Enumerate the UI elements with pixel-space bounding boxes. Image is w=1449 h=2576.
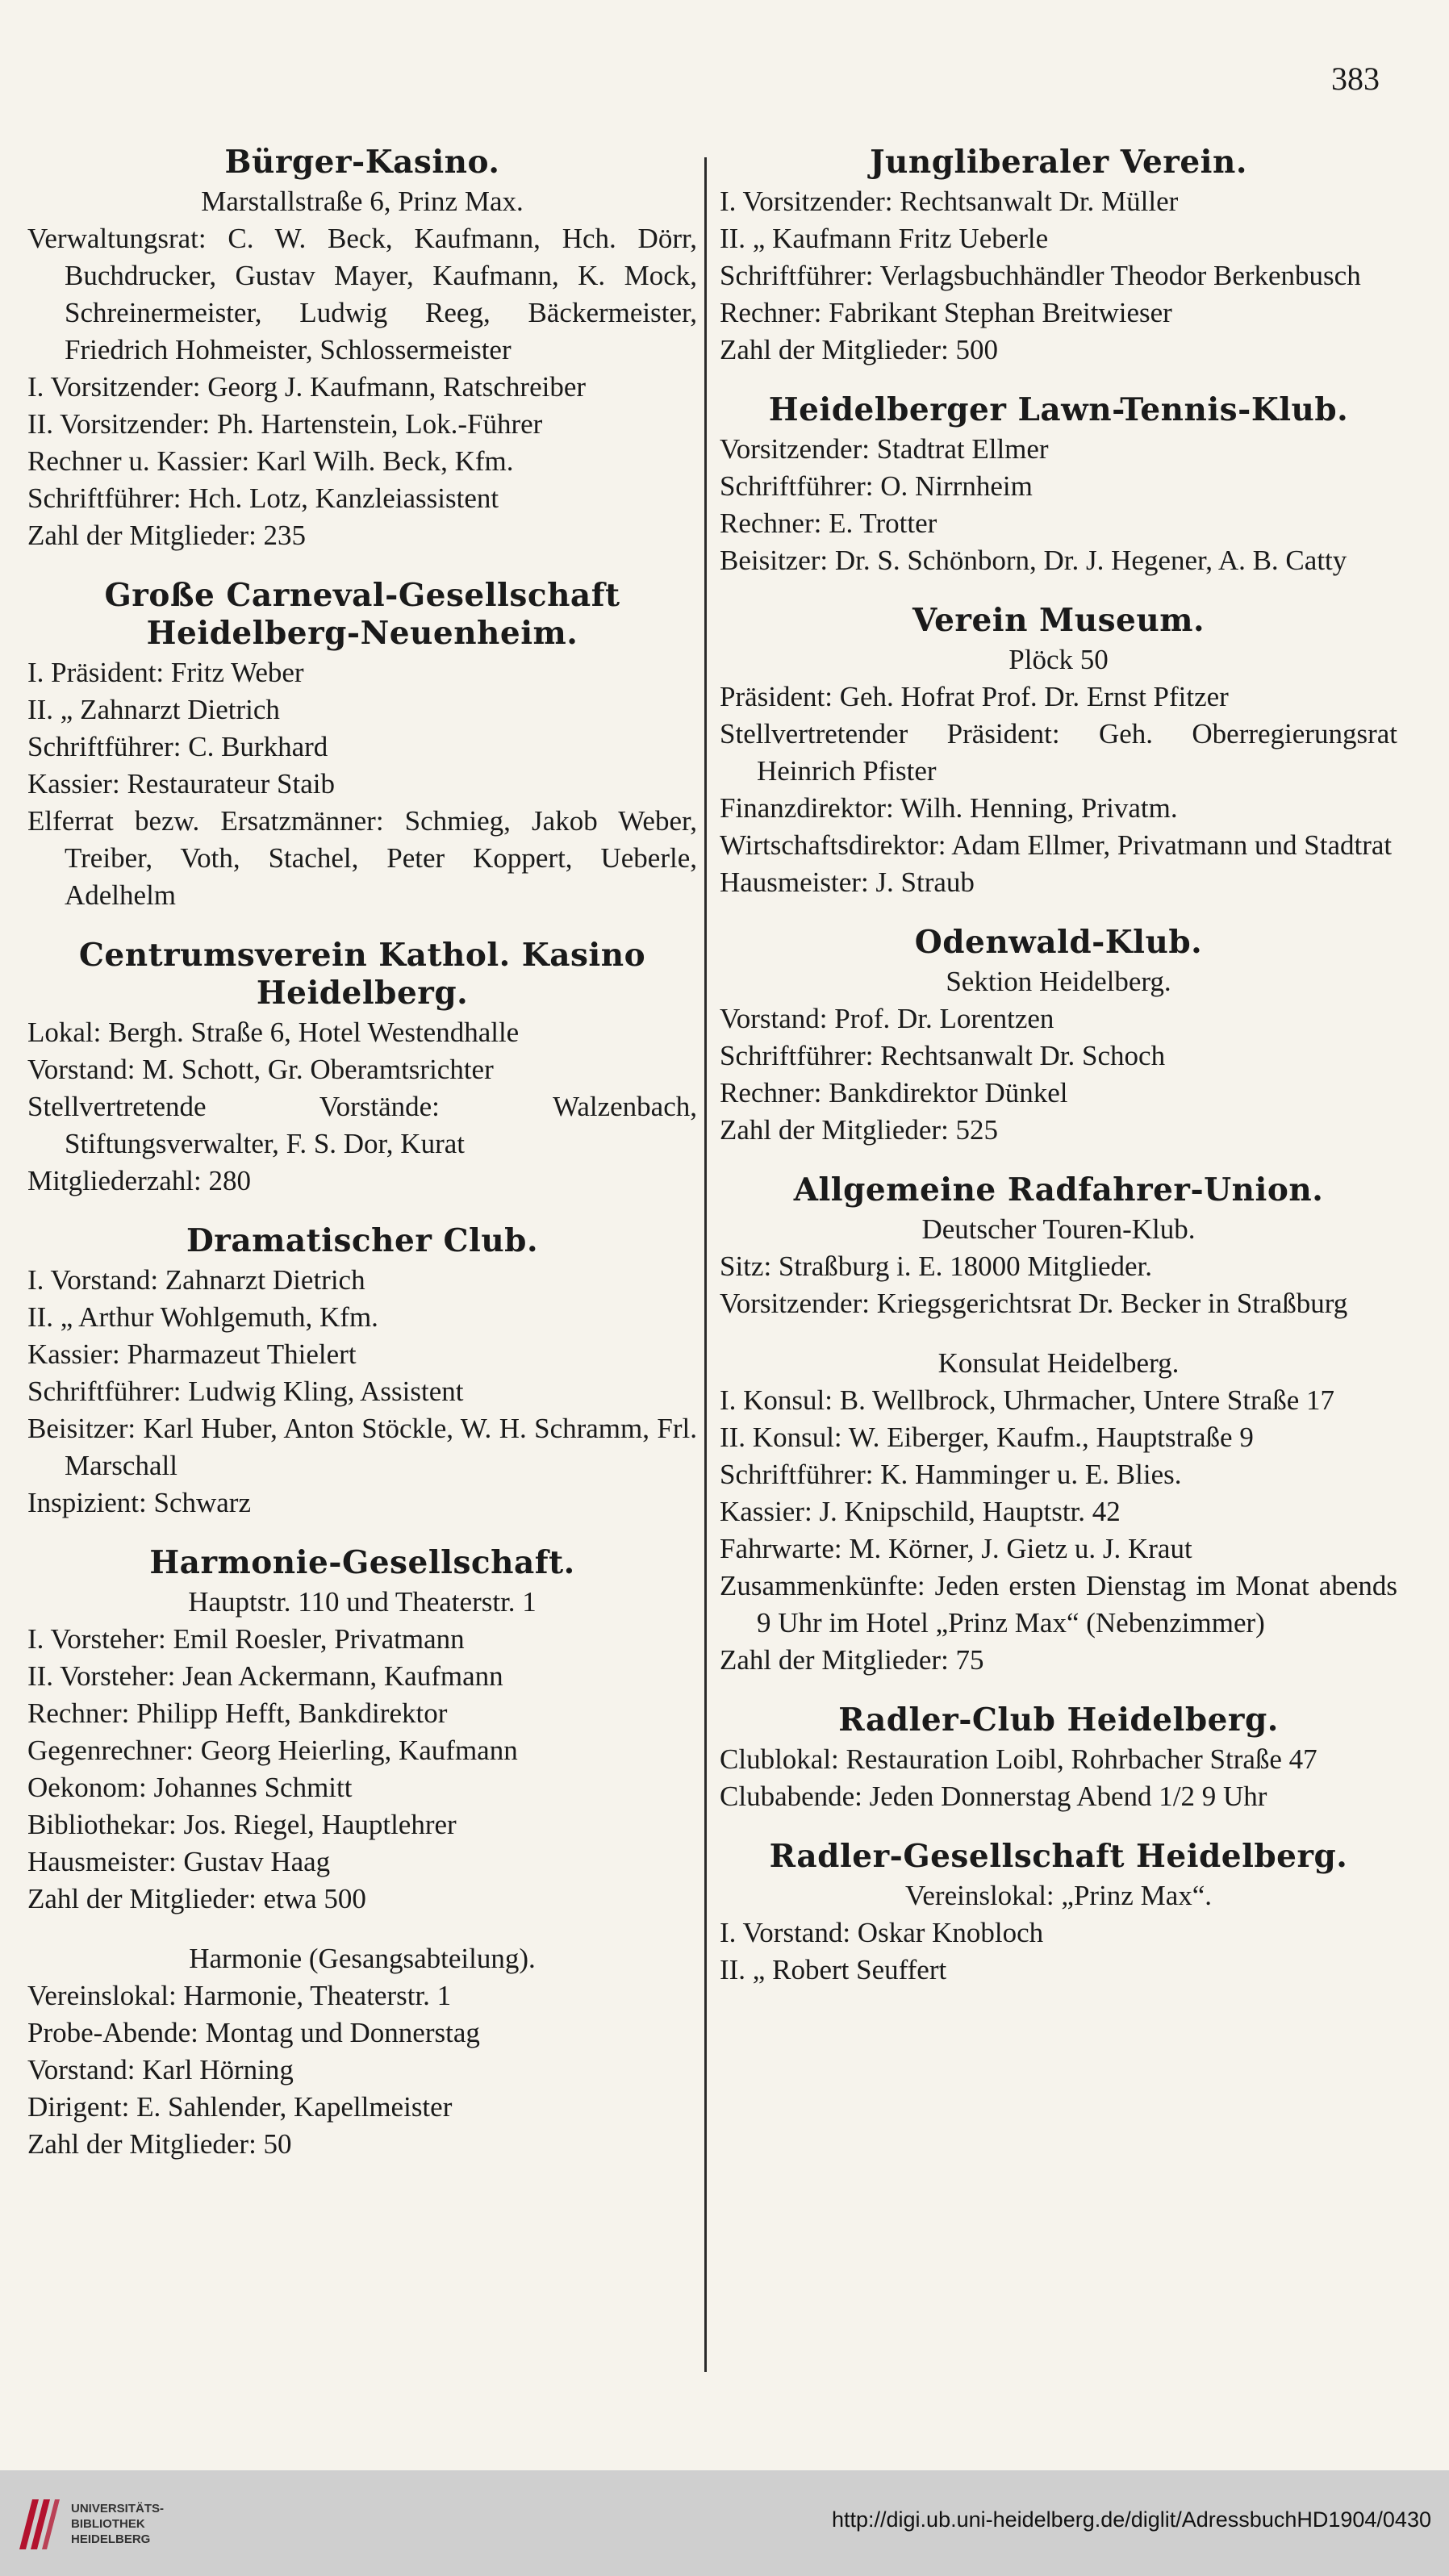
directory-entry: Rechner: Philipp Hefft, Bankdirektor [27,1697,448,1729]
directory-section [27,937,697,1200]
section-title: Dramatischer Club. [186,1222,539,1259]
directory-entry: Oekonom: Johannes Schmitt [27,1772,353,1803]
section-subtitle: Vereinslokal: „Prinz Max“. [904,1880,1213,1911]
directory-entry: Beisitzer: Karl Huber, Anton Stöckle, W. H. Schramm, Frl. Marschall [27,1413,697,1481]
directory-entry: Zahl der Mitglieder: 75 [720,1644,984,1676]
section-subtitle: Harmonie (Gesangsabteilung). [189,1943,536,1974]
page-number: 383 [1331,61,1380,97]
section-title: Verein Museum. [912,602,1205,639]
logo-line: UNIVERSITÄTS- [71,2501,165,2515]
section-title: Radler-Gesellschaft Heidelberg. [769,1838,1348,1875]
directory-entry: Elferrat bezw. Ersatzmänner: Schmieg, Jakob Weber, Treiber, Voth, Stachel, Peter Koppert, Ueberle, Adelhelm [27,805,697,911]
directory-section [720,602,1397,901]
directory-section [720,1701,1397,1815]
directory-section [720,1838,1397,1989]
section-subtitle: Sektion Heidelberg. [946,966,1171,997]
directory-entry: Kassier: Pharmazeut Thielert [27,1338,357,1370]
directory-entry: Zahl der Mitglieder: 500 [720,334,999,365]
directory-section [720,144,1397,369]
directory-entry: I. Vorstand: Zahnarzt Dietrich [27,1264,365,1296]
directory-entry: Schriftführer: C. Burkhard [27,731,328,762]
directory-entry: II. Vorsitzender: Ph. Hartenstein, Lok.-Führer [27,408,543,440]
directory-entry: I. Vorsitzender: Georg J. Kaufmann, Ratschreiber [27,371,587,403]
directory-entry: I. Vorsteher: Emil Roesler, Privatmann [27,1623,465,1655]
directory-entry: Schriftführer: Ludwig Kling, Assistent [27,1376,464,1407]
directory-entry: Kassier: Restaurateur Staib [27,768,336,800]
directory-entry: Kassier: J. Knipschild, Hauptstr. 42 [720,1496,1121,1527]
directory-section [720,391,1397,579]
directory-entry: Stellvertretender Präsident: Geh. Oberregierungsrat Heinrich Pfister [720,718,1397,787]
directory-entry: Vorstand: Karl Hörning [27,2054,294,2085]
directory-entry: Zahl der Mitglieder: 525 [720,1114,999,1146]
directory-entry: Finanzdirektor: Wilh. Henning, Privatm. [720,792,1178,824]
directory-entry: II. „ Arthur Wohlgemuth, Kfm. [27,1301,378,1333]
directory-entry: Schriftführer: K. Hamminger u. E. Blies. [720,1459,1182,1490]
directory-section [27,1940,697,2163]
directory-entry: II. Vorsteher: Jean Ackermann, Kaufmann [27,1660,503,1692]
directory-entry: Wirtschaftsdirektor: Adam Ellmer, Privatmann und Stadtrat [720,829,1393,861]
library-logo-icon [15,2493,61,2554]
section-subtitle: Hauptstr. 110 und Theaterstr. 1 [188,1586,537,1618]
directory-entry: Hausmeister: Gustav Haag [27,1846,331,1877]
directory-entry: Schriftführer: Hch. Lotz, Kanzleiassistent [27,482,499,514]
section-title: Radler-Club Heidelberg. [838,1701,1279,1739]
directory-entry: II. Konsul: W. Eiberger, Kaufm., Hauptstraße 9 [720,1422,1254,1453]
directory-entry: Vereinslokal: Harmonie, Theaterstr. 1 [27,1980,452,2011]
library-logo-text [71,2501,164,2547]
section-title: Heidelberger Lawn-Tennis-Klub. [768,391,1349,428]
section-title: Centrumsverein Kathol. Kasino Heidelberg. [78,937,646,1012]
directory-entry: Beisitzer: Dr. S. Schönborn, Dr. J. Hegener, A. B. Catty [720,545,1347,576]
directory-entry: Schriftführer: O. Nirrnheim [720,470,1033,502]
directory-entry: II. „ Kaufmann Fritz Ueberle [720,223,1049,254]
directory-section [27,144,697,554]
directory-entry: II. „ Zahnarzt Dietrich [27,694,280,725]
section-subtitle: Konsulat Heidelberg. [937,1347,1180,1379]
directory-section [27,577,697,914]
directory-entry: I. Vorstand: Oskar Knobloch [720,1917,1044,1948]
directory-entry: Zahl der Mitglieder: 50 [27,2128,292,2160]
directory-entry: I. Vorsitzender: Rechtsanwalt Dr. Müller [720,186,1179,217]
directory-entry: Zusammenkünfte: Jeden ersten Dienstag im Monat abends 9 Uhr im Hotel „Prinz Max“ (Nebenzimmer) [720,1570,1397,1639]
directory-entry: Zahl der Mitglieder: 235 [27,520,307,551]
directory-entry: Hausmeister: J. Straub [720,866,975,898]
directory-entry: Probe-Abende: Montag und Donnerstag [27,2017,480,2048]
column-divider [704,157,707,2372]
source-url-link[interactable]: http://digi.ub.uni-heidelberg.de/diglit/AdressbuchHD1904/0430 [831,2507,1431,2532]
directory-section [720,1345,1397,1679]
logo-line: BIBLIOTHEK [71,2516,145,2531]
directory-entry: Lokal: Bergh. Straße 6, Hotel Westendhalle [27,1017,520,1048]
directory-entry: Bibliothekar: Jos. Riegel, Hauptlehrer [27,1809,457,1840]
directory-entry: Schriftführer: Rechtsanwalt Dr. Schoch [720,1040,1166,1071]
directory-entry: Inspizient: Schwarz [27,1487,251,1518]
directory-entry: Clublokal: Restauration Loibl, Rohrbacher Straße 47 [720,1743,1317,1775]
section-title: Große Carneval-Gesellschaft Heidelberg-Neuenheim. [104,577,620,652]
section-title: Bürger-Kasino. [224,144,500,181]
directory-entry: Vorsitzender: Kriegsgerichtsrat Dr. Becker in Straßburg [720,1288,1348,1319]
directory-section [720,924,1397,1149]
directory-entry: Sitz: Straßburg i. E. 18000 Mitglieder. [720,1250,1152,1282]
directory-section [720,1171,1397,1322]
library-logo[interactable] [15,2488,202,2559]
directory-entry: Vorsitzender: Stadtrat Ellmer [720,433,1049,465]
directory-entry: Präsident: Geh. Hofrat Prof. Dr. Ernst Pfitzer [720,681,1229,712]
section-title: Odenwald-Klub. [914,924,1203,961]
section-subtitle: Plöck 50 [1008,644,1109,675]
directory-entry: Zahl der Mitglieder: etwa 500 [27,1883,366,1914]
section-title: Harmonie-Gesellschaft. [149,1544,575,1581]
directory-entry: II. „ Robert Seuffert [720,1954,947,1985]
directory-section [27,1544,697,1918]
directory-entry: Fahrwarte: M. Körner, J. Gietz u. J. Kraut [720,1533,1192,1564]
directory-entry: I. Präsident: Fritz Weber [27,657,304,688]
directory-entry: Verwaltungsrat: C. W. Beck, Kaufmann, Hch. Dörr, Buchdrucker, Gustav Mayer, Kaufmann, K. Mock, Schreinermeister, Ludwig Reeg, Bäckermeister, Friedrich Hohmeister, Schlossermeister [27,223,697,365]
directory-entry: Dirigent: E. Sahlender, Kapellmeister [27,2091,453,2123]
directory-entry: Rechner u. Kassier: Karl Wilh. Beck, Kfm. [27,445,514,477]
directory-entry: Rechner: Bankdirektor Dünkel [720,1077,1068,1108]
directory-entry: Stellvertretende Vorstände: Walzenbach, Stiftungsverwalter, F. S. Dor, Kurat [27,1091,697,1159]
directory-entry: Rechner: E. Trotter [720,507,937,539]
directory-entry: Schriftführer: Verlagsbuchhändler Theodor Berkenbusch [720,260,1361,291]
directory-section [27,1222,697,1522]
section-subtitle: Deutscher Touren-Klub. [921,1213,1196,1245]
section-title: Jungliberaler Verein. [870,144,1247,181]
directory-entry: Mitgliederzahl: 280 [27,1165,252,1196]
left-column [27,144,697,2186]
directory-entry: I. Konsul: B. Wellbrock, Uhrmacher, Untere Straße 17 [720,1384,1335,1416]
section-title: Allgemeine Radfahrer-Union. [793,1171,1324,1209]
right-column [720,144,1397,2011]
directory-entry: Rechner: Fabrikant Stephan Breitwieser [720,297,1172,328]
directory-entry: Gegenrechner: Georg Heierling, Kaufmann [27,1735,518,1766]
directory-entry: Clubabende: Jeden Donnerstag Abend 1/2 9 Uhr [720,1781,1267,1812]
section-subtitle: Marstallstraße 6, Prinz Max. [201,186,524,217]
directory-entry: Vorstand: M. Schott, Gr. Oberamtsrichter [27,1054,494,1085]
directory-entry: Vorstand: Prof. Dr. Lorentzen [720,1003,1054,1034]
logo-line: HEIDELBERG [71,2532,151,2546]
